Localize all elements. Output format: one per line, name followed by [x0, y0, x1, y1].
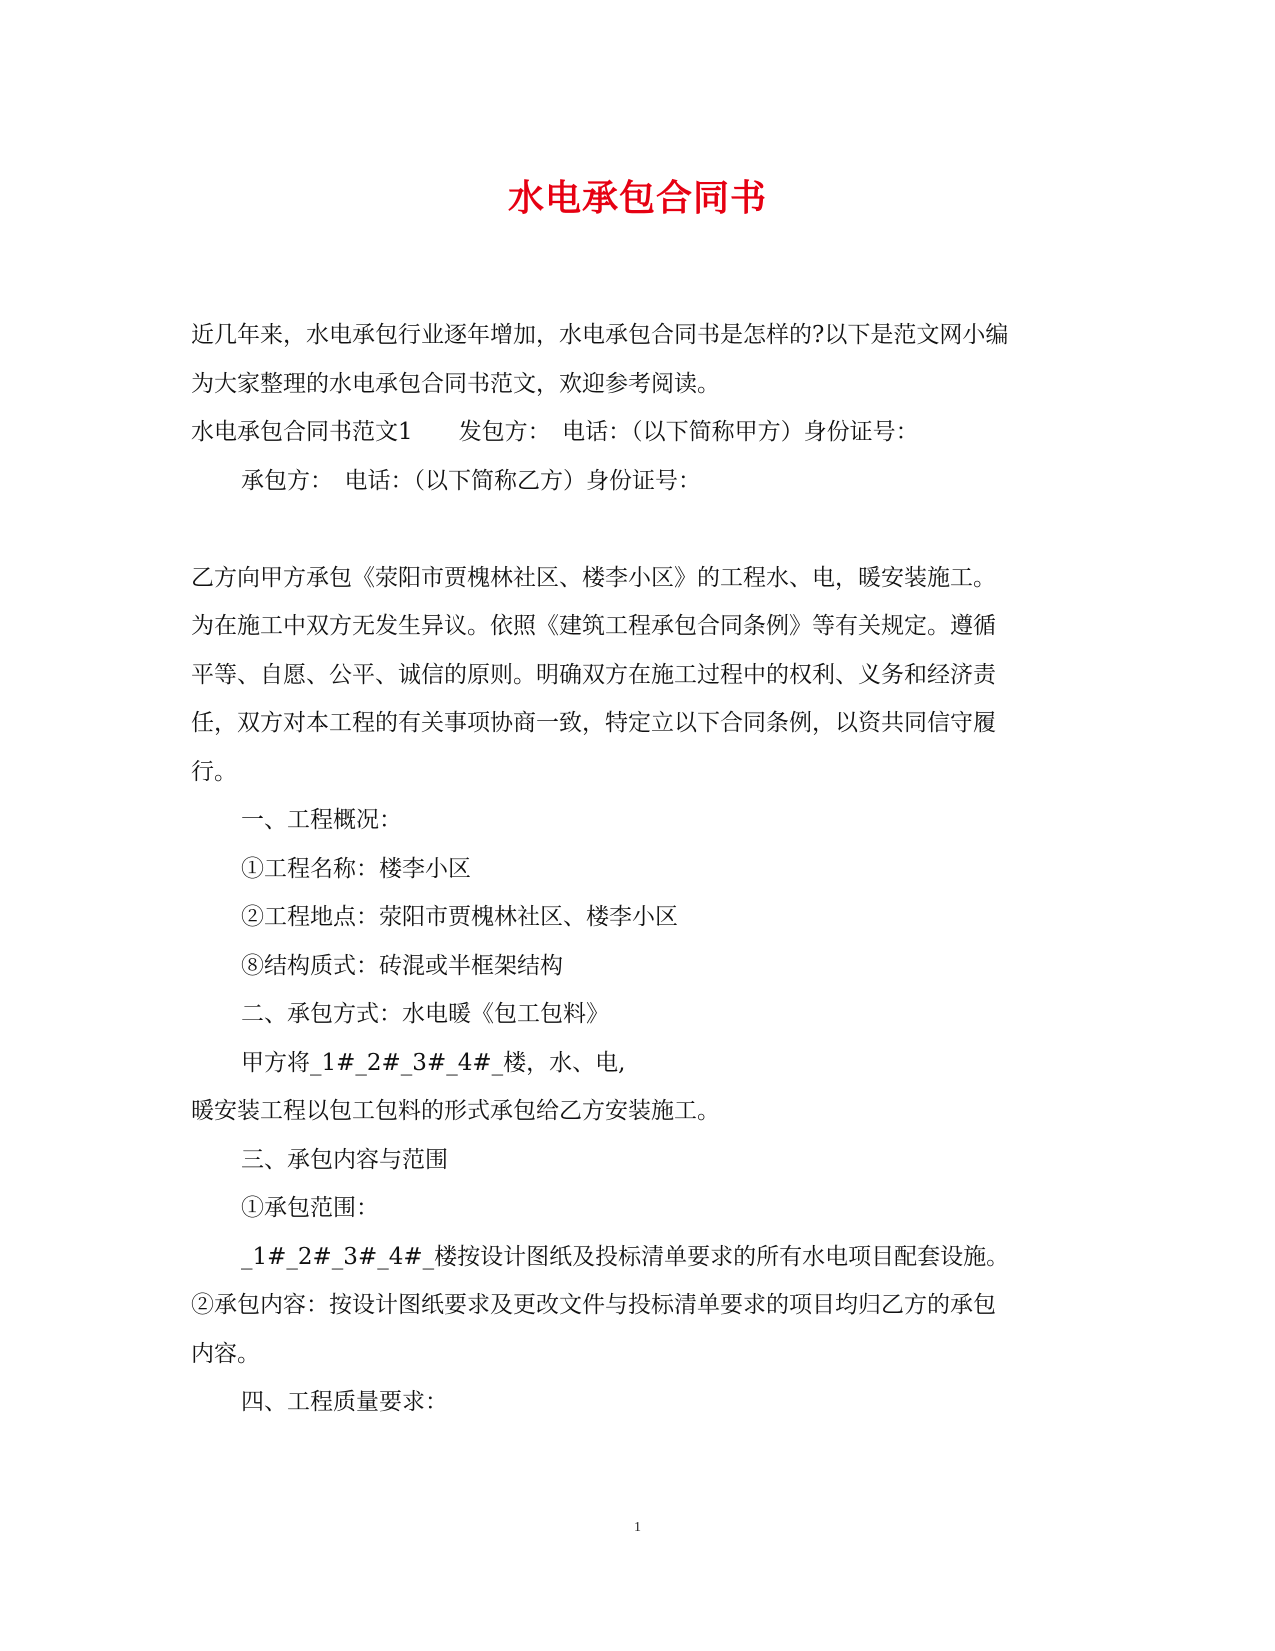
paragraph-line: 近几年来，水电承包行业逐年增加，水电承包合同书是怎样的?以下是范文网小编: [191, 322, 1009, 348]
document-body: [191, 311, 1091, 1427]
document-title: 水电承包合同书: [507, 177, 767, 219]
paragraph-line: 为大家整理的水电承包合同书范文，欢迎参考阅读。: [191, 370, 720, 397]
list-item: ②承包内容：按设计图纸要求及更改文件与投标清单要求的项目均归乙方的承包: [191, 1292, 996, 1318]
paragraph-line: 承包方： 电话：（以下简称乙方）身份证号：: [241, 467, 701, 494]
section-heading: 四、工程质量要求：: [241, 1389, 448, 1415]
paragraph-line: _1#_2#_3#_4#_楼按设计图纸及投标清单要求的所有水电项目配套设施。: [241, 1243, 1010, 1270]
page-number: 1: [634, 1520, 641, 1535]
list-item: ⑧结构质式：砖混或半框架结构: [241, 952, 563, 979]
paragraph-line: 暖安装工程以包工包料的形式承包给乙方安装施工。: [191, 1098, 720, 1124]
paragraph-line: 为在施工中双方无发生异议。依照《建筑工程承包合同条例》等有关规定。遵循: [191, 613, 996, 639]
section-heading: 一、工程概况：: [241, 807, 402, 833]
section-heading: 三、承包内容与范围: [241, 1146, 448, 1173]
paragraph-line: 行。: [191, 758, 237, 785]
paragraph-line: 平等、自愿、公平、诚信的原则。明确双方在施工过程中的权利、义务和经济责: [191, 661, 996, 688]
blank-line: [191, 505, 1091, 554]
list-item: ①工程名称：楼李小区: [241, 855, 471, 882]
paragraph-line: 内容。: [191, 1340, 260, 1367]
paragraph-line: 水电承包合同书范文1 发包方： 电话：（以下简称甲方）身份证号：: [191, 419, 919, 445]
paragraph-line: 任，双方对本工程的有关事项协商一致，特定立以下合同条例，以资共同信守履: [191, 710, 996, 736]
section-heading: 二、承包方式：水电暖《包工包料》: [241, 1001, 609, 1027]
paragraph-line: 乙方向甲方承包《荥阳市贾槐林社区、楼李小区》的工程水、电，暖安装施工。: [191, 564, 996, 591]
list-item: ②工程地点：荥阳市贾槐林社区、楼李小区: [241, 904, 678, 930]
list-item: ①承包范围：: [241, 1195, 379, 1221]
paragraph-line: 甲方将_1#_2#_3#_4#_楼，水、电,: [241, 1049, 626, 1076]
